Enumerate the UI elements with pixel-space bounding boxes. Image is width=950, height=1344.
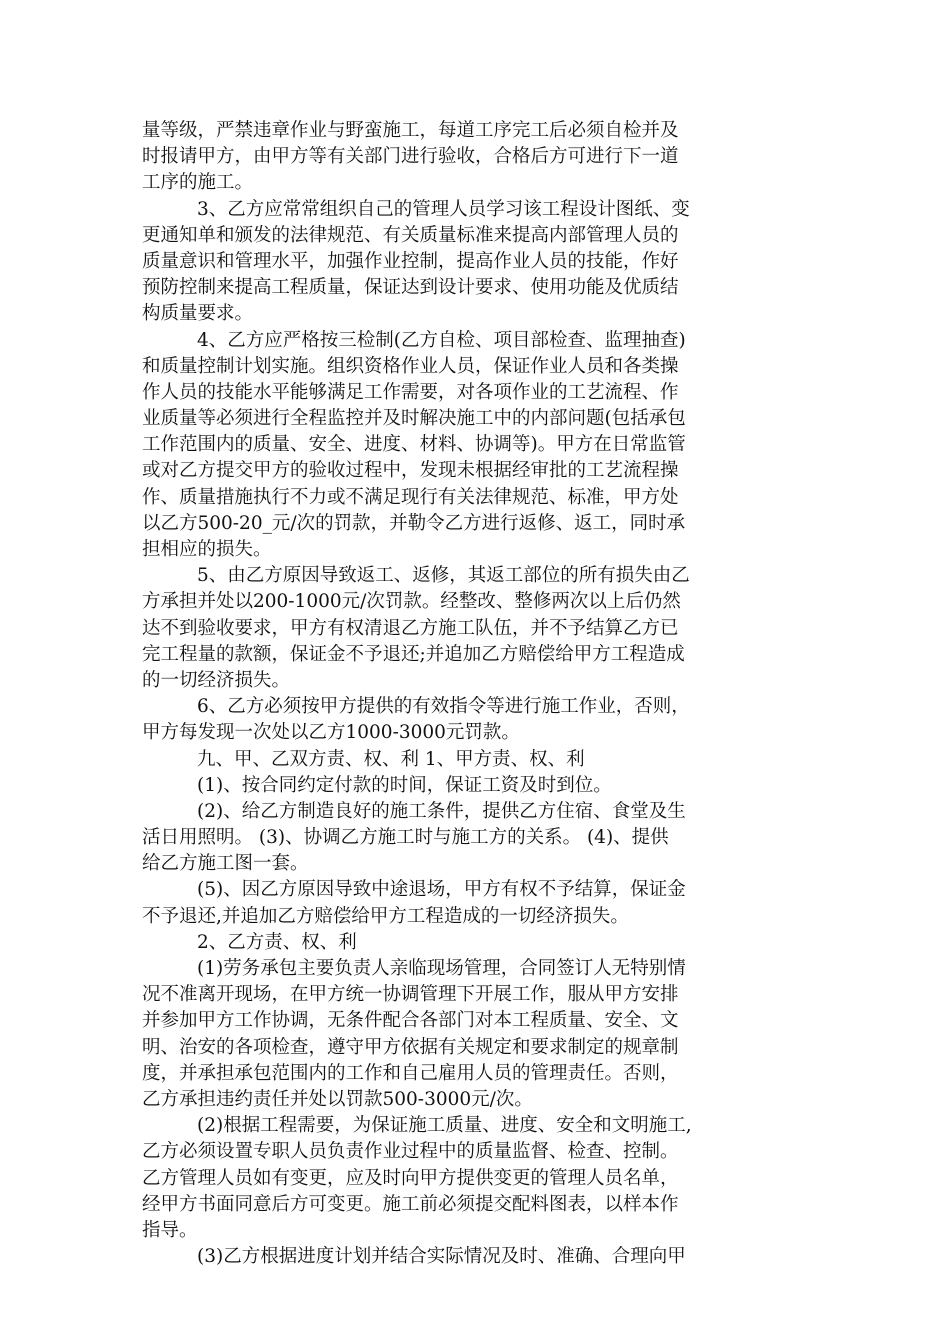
text-line: 明、治安的各项检查，遵守甲方依据有关规定和要求制定的规章制 [142, 1036, 679, 1058]
text-line: 更通知单和颁发的法律规范、有关质量标准来提高内部管理人员的 [142, 224, 679, 246]
text-line: 时报请甲方，由甲方等有关部门进行验收，合格后方可进行下一道 [142, 146, 679, 168]
text-line: 指导。 [142, 1219, 198, 1241]
text-line: 或对乙方提交甲方的验收过程中，发现未根据经审批的工艺流程操 [142, 460, 679, 482]
text-line: 九、甲、乙双方责、权、利 1、甲方责、权、利 [197, 748, 585, 770]
text-line: 乙方管理人员如有变更，应及时向甲方提供变更的管理人员名单， [142, 1167, 679, 1189]
text-line: 给乙方施工图一套。 [142, 853, 309, 875]
text-line: 和质量控制计划实施。组织资格作业人员，保证作业人员和各类操 [142, 355, 679, 377]
text-line: 的一切经济损失。 [142, 669, 291, 691]
text-line: 完工程量的款额，保证金不予退还;并追加乙方赔偿给甲方工程造成 [142, 643, 685, 665]
text-line: 5、由乙方原因导致返工、返修，其返工部位的所有损失由乙 [197, 565, 690, 587]
text-line: 经甲方书面同意后方可变更。施工前必须提交配料图表，以样本作 [142, 1193, 679, 1215]
text-line: 工序的施工。 [142, 172, 254, 194]
document-body [142, 118, 810, 1270]
text-line: 担相应的损失。 [142, 539, 272, 560]
text-line: 业质量等必须进行全程监控并及时解决施工中的内部问题(包括承包 [142, 408, 686, 430]
text-line: 度，并承担承包范围内的工作和自己雇用人员的管理责任。否则， [142, 1062, 679, 1084]
text-line: 达不到验收要求，甲方有权清退乙方施工队伍，并不予结算乙方已 [142, 617, 679, 639]
text-line: 乙方必须设置专职人员负责作业过程中的质量监督、检查、控制。 [142, 1141, 679, 1163]
text-line: (3)乙方根据进度计划并结合实际情况及时、准确、合理向甲 [197, 1246, 686, 1268]
text-line: (1)、按合同约定付款的时间，保证工资及时到位。 [197, 774, 612, 796]
text-line: (2)、给乙方制造良好的施工条件，提供乙方住宿、食堂及生 [197, 800, 686, 822]
text-line: 预防控制来提高工程质量，保证达到设计要求、使用功能及优质结 [142, 277, 679, 299]
text-line: 4、乙方应严格按三检制(乙方自检、项目部检查、监理抽查) [197, 329, 686, 351]
text-line: 量等级，严禁违章作业与野蛮施工，每道工序完工后必须自检并及 [142, 120, 679, 141]
text-line: 以乙方500-20_元/次的罚款，并勒令乙方进行返修、返工，同时承 [142, 512, 686, 534]
text-line: (1)劳务承包主要负责人亲临现场管理，合同签订人无特别情 [197, 958, 686, 979]
text-line: 构质量要求。 [142, 303, 254, 325]
text-line: 3、乙方应常常组织自己的管理人员学习该工程设计图纸、变 [197, 198, 690, 220]
text-line: (5)、因乙方原因导致中途退场，甲方有权不予结算，保证金 [197, 879, 686, 901]
text-line: 况不准离开现场，在甲方统一协调管理下开展工作，服从甲方安排 [142, 984, 679, 1006]
text-line: 乙方承担违约责任并处以罚款500-3000元/次。 [142, 1088, 533, 1110]
text-line: 并参加甲方工作协调，无条件配合各部门对本工程质量、安全、文 [142, 1010, 679, 1032]
text-line: 质量意识和管理水平，加强作业控制，提高作业人员的技能，作好 [142, 250, 679, 272]
text-line: 6、乙方必须按甲方提供的有效指令等进行施工作业，否则， [197, 696, 690, 718]
text-line: (2)根据工程需要，为保证施工质量、进度、安全和文明施工, [197, 1115, 692, 1137]
text-line: 甲方每发现一次处以乙方1000-3000元罚款。 [142, 722, 520, 744]
text-line: 作人员的技能水平能够满足工作需要，对各项作业的工艺流程、作 [142, 381, 679, 403]
text-line: 2、乙方责、权、利 [197, 931, 357, 953]
text-line: 活日用照明。 (3)、协调乙方施工时与施工方的关系。 (4)、提供 [142, 827, 669, 849]
text-line: 工作范围内的质量、安全、进度、材料、协调等)。甲方在日常监管 [142, 434, 686, 456]
text-line: 作、质量措施执行不力或不满足现行有关法律规范、标准，甲方处 [142, 486, 679, 508]
text-line: 不予退还,并追加乙方赔偿给甲方工程造成的一切经济损失。 [142, 905, 629, 927]
text-line: 方承担并处以200-1000元/次罚款。经整改、整修两次以上后仍然 [142, 591, 681, 613]
